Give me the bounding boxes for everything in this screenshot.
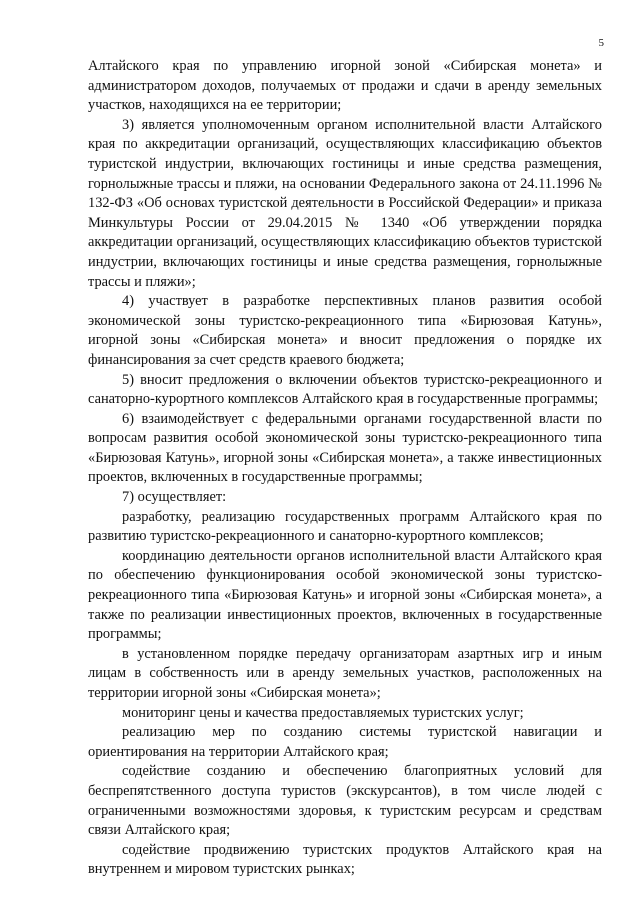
- document-body: [88, 57, 602, 880]
- paragraph-item-7-land-transfer: в установленном порядке передачу организаторам азартных игр и иным лицам в собственность или в аренду земельных участков, расположенных на территории игорной зоны «Сибирская монета»;: [88, 645, 602, 701]
- paragraph-item-7-navigation: реализацию мер по созданию системы туристской навигации и ориентирования на территории Алтайского края;: [88, 724, 602, 760]
- paragraph-item-7-coordination: координацию деятельности органов исполнительной власти Алтайского края по обеспечению функционирования особой экономической зоны туристско-рекреационного типа «Бирюзовая Катунь» и игорной зоны «Сибирская монета», а также по реализации инвестиционных проектов, включенных в государственные программы;: [88, 547, 602, 643]
- paragraph-item-5: 5) вносит предложения о включении объектов туристско-рекреационного и санаторно-курортного комплексов Алтайского края в государственные программы;: [88, 371, 602, 408]
- paragraph-item-6: 6) взаимодействует с федеральными органами государственной власти по вопросам развития особой экономической зоны туристско-рекреационного типа «Бирюзовая Катунь», игорной зоны «Сибирская монета», а также инвестиционных проектов, включенных в государственные программы;: [88, 410, 602, 486]
- paragraph-continuation: Алтайского края по управлению игорной зоной «Сибирская монета» и администратором доходов, получаемых от продажи и сдачи в аренду земельных участков, находящихся на ее территории;: [88, 58, 602, 114]
- paragraph-item-3: 3) является уполномоченным органом исполнительной власти Алтайского края по аккредитации организаций, осуществляющих классификацию объектов туристской индустрии, включающих гостиницы и иные средства размещения, горнолыжные трассы и пляжи, на основании Федерального закона от 24.11.1996 № 132-ФЗ «Об основах туристской деятельности в Российской Федерации» и приказа Минкультуры России от 29.04.2015 № 1340 «Об утверждении порядка аккредитации организаций, осуществляющих классификацию объектов туристской индустрии, включающих гостиницы и иные средства размещения, горнолыжные трассы и пляжи»;: [88, 116, 602, 290]
- paragraph-item-7-monitoring: мониторинг цены и качества предоставляемых туристских услуг;: [122, 704, 524, 721]
- page-number: 5: [598, 37, 604, 49]
- paragraph-item-7-development: разработку, реализацию государственных программ Алтайского края по развитию туристско-рекреационного и санаторно-курортного комплексов;: [88, 508, 602, 545]
- paragraph-item-4: 4) участвует в разработке перспективных планов развития особой экономической зоны туристско-рекреационного типа «Бирюзовая Катунь», игорной зоны «Сибирская монета» и вносит предложения о порядке их финансирования за счет средств краевого бюджета;: [88, 293, 602, 368]
- paragraph-item-7-promotion: содействие продвижению туристских продуктов Алтайского края на внутреннем и мировом туристских рынках;: [88, 841, 602, 878]
- paragraph-item-7-accessibility: содействие созданию и обеспечению благоприятных условий для беспрепятственного доступа туристов (экскурсантов), в том числе людей с ограниченными возможностями здоровья, к туристским ресурсам и средствам связи Алтайского края;: [88, 763, 602, 839]
- paragraph-item-7: 7) осуществляет:: [122, 489, 227, 506]
